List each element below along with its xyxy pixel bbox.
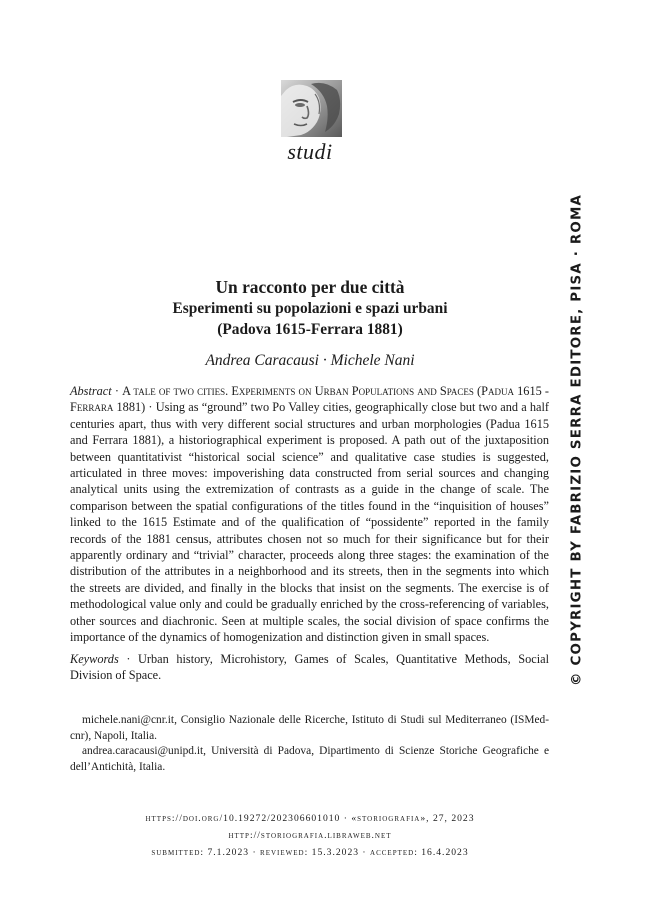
publication-footer — [90, 810, 530, 861]
submission-dates-line: submitted: 7.1.2023 · reviewed: 15.3.2023 · accepted: 16.4.2023 — [151, 847, 469, 858]
sculpted-head-logo-icon — [281, 80, 342, 137]
copyright-notice — [562, 193, 592, 686]
abstract-body: · Using as “ground” two Po Valley cities, geographically close but two and a half centuries apart, thus with very different social structures and urban morphologies (Padua 1615 and Ferrara 1881), a historiographical experiment is proposed. A path out of the juxtaposition between quantitativist “historical social science” and qualitative case studies is suggested, articulated in three moves: impoverishing data constructed from serial sources and changing analytical units using the extremization of contrasts as a guide in the change of scale. The comparison between the spatial configurations of the titles found in the “inquisition of houses” linked to the 1615 Estimate and of the qualification of “possidente” reported in the family records of the 1881 census, attributes chosen not so much for their significance but for their apparently ordinary and “trivial” character, proceeds along three stages: the examination of the distribution of the attributes in a neighborhood and its streets, then in the segments into which the streets are divided, and finally in the blocks that insist on the segments. The exercise is of methodological value only and could be gradually enriched by the cross-referencing of variables, other sources and diachronic. Seen at multiple scales, the social division of space confirms the importance of the dynamics of homogenization and distinction given in small spaces. — [70, 400, 550, 645]
article-authors: Andrea Caracausi · Michele Nani — [205, 352, 415, 369]
section-label: studi — [287, 139, 333, 164]
abstract-english-title: A tale of two cities. Experiments on Urban Populations and Spaces (Padua 1615 - Ferrara 1881) — [70, 384, 549, 415]
keywords-paragraph — [70, 651, 549, 684]
article-subtitle: Esperimenti su popolazioni e spazi urbani — [172, 300, 448, 317]
abstract-label: Abstract — [70, 384, 112, 398]
journal-logo — [281, 80, 342, 137]
journal-url-line: http://storiografia.libraweb.net — [228, 830, 392, 841]
keywords-label: Keywords — [70, 651, 119, 666]
keywords-text: Urban history, Microhistory, Games of Scales, Quantitative Methods, Social Division of Space. — [70, 651, 549, 682]
abstract-label-separator: · — [111, 384, 123, 398]
article-subtitle-dates: (Padova 1615-Ferrara 1881) — [217, 321, 403, 338]
article-title: Un racconto per due città — [215, 277, 405, 297]
article-heading — [70, 276, 550, 340]
doi-line: https://doi.org/10.19272/202306601010 · «storiografia», 27, 2023 — [145, 813, 475, 824]
author-affiliations — [70, 713, 549, 775]
keywords-separator: · — [118, 651, 139, 666]
abstract-paragraph — [70, 383, 549, 646]
abstract-section — [70, 383, 549, 683]
affiliation-caracausi: andrea.caracausi@unipd.it, Università di Padova, Dipartimento di Scienze Storiche Geografiche e dell’Antichità, Italia. — [70, 745, 549, 773]
copyright-text: © COPYRIGHT BY FABRIZIO SERRA EDITORE, PISA · ROMA — [569, 193, 585, 686]
affiliation-nani: michele.nani@cnr.it, Consiglio Nazionale delle Ricerche, Istituto di Studi sul Mediterraneo (ISMed-cnr), Napoli, Italia. — [70, 714, 549, 742]
